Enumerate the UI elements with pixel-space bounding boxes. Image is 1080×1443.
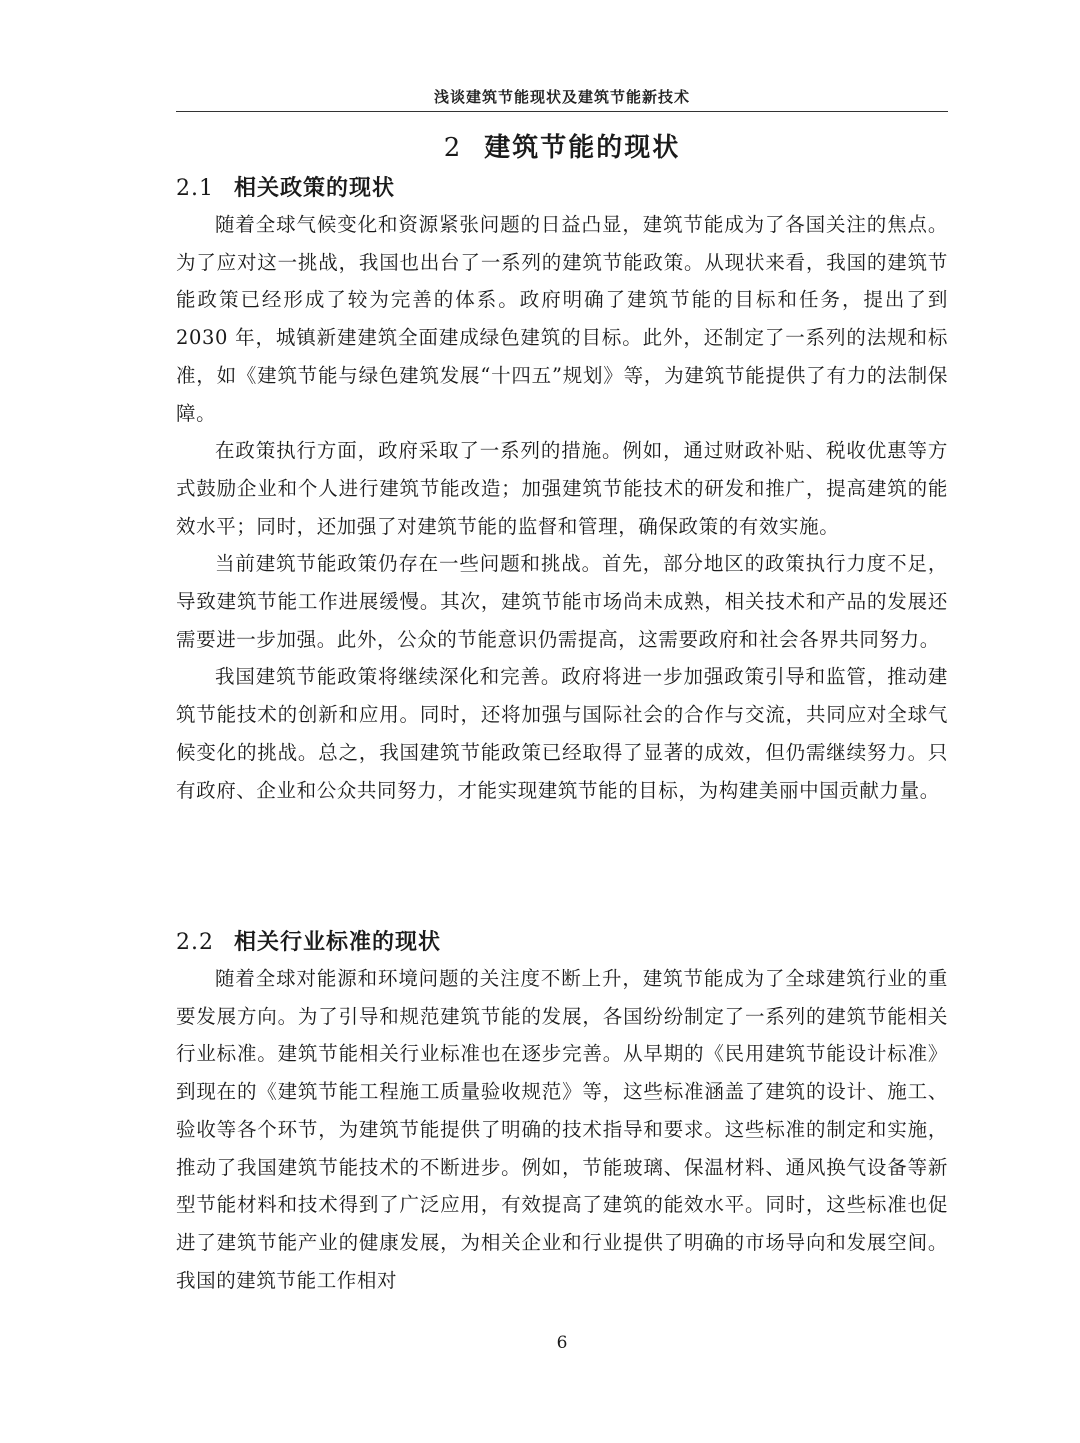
section-heading-2-1 (176, 171, 948, 202)
section-number: 2.2 (176, 930, 214, 955)
paragraph: 在政策执行方面，政府采取了一系列的措施。例如，通过财政补贴、税收优惠等方式鼓励企业和个人进行建筑节能改造；加强建筑节能技术的研发和推广，提高建筑的能效水平；同时，还加强了对建筑节能的监督和管理，确保政策的有效实施。 (176, 439, 948, 538)
chapter-title-text: 建筑节能的现状 (484, 133, 681, 163)
section-title: 相关行业标准的现状 (234, 930, 442, 955)
section-title: 相关政策的现状 (234, 176, 396, 201)
paragraph: 随着全球气候变化和资源紧张问题的日益凸显，建筑节能成为了各国关注的焦点。为了应对这一挑战，我国也出台了一系列的建筑节能政策。从现状来看，我国的建筑节能政策已经形成了较为完善的体系。政府明确了建筑节能的目标和任务，提出了到 2030 年，城镇新建建筑全面建成绿色建筑的目标。此外，还制定了一系列的法规和标准，如《建筑节能与绿色建筑发展“十四五”规划》等，为建筑节能提供了有力的法制保障。 (176, 213, 948, 425)
page-number: 6 (556, 1333, 568, 1353)
chapter-number: 2 (443, 133, 463, 163)
section-2-2-body (176, 960, 948, 1299)
section-number: 2.1 (176, 176, 214, 201)
paragraph: 我国建筑节能政策将继续深化和完善。政府将进一步加强政策引导和监管，推动建筑节能技术的创新和应用。同时，还将加强与国际社会的合作与交流，共同应对全球气候变化的挑战。总之，我国建筑节能政策已经取得了显著的成效，但仍需继续努力。只有政府、企业和公众共同努力，才能实现建筑节能的目标，为构建美丽中国贡献力量。 (176, 665, 948, 802)
chapter-title (176, 127, 948, 164)
running-header: 浅谈建筑节能现状及建筑节能新技术 (433, 88, 690, 106)
paragraph: 随着全球对能源和环境问题的关注度不断上升，建筑节能成为了全球建筑行业的重要发展方向。为了引导和规范建筑节能的发展，各国纷纷制定了一系列的建筑节能相关行业标准。建筑节能相关行业标准也在逐步完善。从早期的《民用建筑节能设计标准》到现在的《建筑节能工程施工质量验收规范》等，这些标准涵盖了建筑的设计、施工、验收等各个环节，为建筑节能提供了明确的技术指导和要求。这些标准的制定和实施，推动了我国建筑节能技术的不断进步。例如，节能玻璃、保温材料、通风换气设备等新型节能材料和技术得到了广泛应用，有效提高了建筑的能效水平。同时，这些标准也促进了建筑节能产业的健康发展，为相关企业和行业提供了明确的市场导向和发展空间。我国的建筑节能工作相对 (176, 967, 948, 1292)
paragraph: 当前建筑节能政策仍存在一些问题和挑战。首先，部分地区的政策执行力度不足，导致建筑节能工作进展缓慢。其次，建筑节能市场尚未成熟，相关技术和产品的发展还需要进一步加强。此外，公众的节能意识仍需提高，这需要政府和社会各界共同努力。 (176, 552, 948, 651)
section-2-1-body (176, 206, 948, 809)
header-rule (176, 111, 948, 112)
section-heading-2-2 (176, 925, 948, 956)
